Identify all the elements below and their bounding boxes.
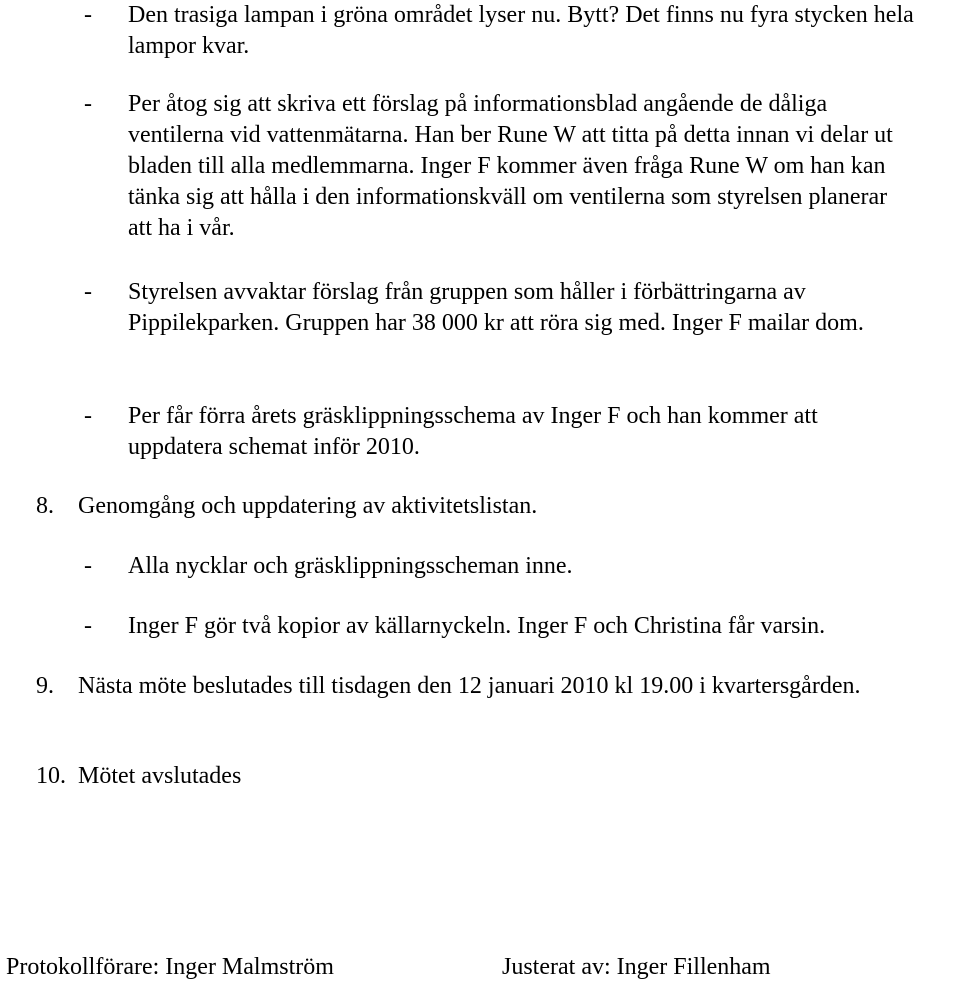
bullet-item-kopior [84,611,914,642]
agenda-item-8 [36,491,886,522]
footer-adjuster: Justerat av: Inger Fillenham [502,954,771,980]
item-number: 8. [36,493,54,519]
item-text: Mötet avslutades [78,763,242,789]
item-text: Genomgång och uppdatering av aktivitetslistan. [78,493,538,519]
bullet-dash: - [84,553,92,579]
bullet-text: Per åtog sig att skriva ett förslag på informationsblad angående de dåliga ventilerna vid vattenmätarna. Han ber Rune W att titta på detta innan vi delar ut bladen till alla medlemmarna. Inger F kommer även fråga Rune W om han kan tänka sig att hålla i den informationskväll om ventilerna som styrelsen planerar att ha i vår. [128,91,893,241]
bullet-text: Styrelsen avvaktar förslag från gruppen som håller i förbättringarna av Pippilekparken. Gruppen har 38 000 kr att röra sig med. Inger F mailar dom. [128,279,864,336]
bullet-item-ventiler [84,89,914,244]
bullet-text: Alla nycklar och gräsklippningsscheman inne. [128,553,573,579]
agenda-item-9 [36,671,886,702]
bullet-item-grasklippning [84,401,914,463]
bullet-dash: - [84,2,92,28]
bullet-item-nycklar [84,551,914,582]
item-text: Nästa möte beslutades till tisdagen den 12 januari 2010 kl 19.00 i kvartersgården. [78,673,861,699]
bullet-text: Den trasiga lampan i gröna området lyser nu. Bytt? Det finns nu fyra stycken hela lampor kvar. [128,2,914,59]
bullet-dash: - [84,613,92,639]
bullet-dash: - [84,403,92,429]
bullet-dash: - [84,91,92,117]
footer-secretary: Protokollförare: Inger Malmström [6,954,334,980]
agenda-item-10 [36,761,886,792]
bullet-item-lamp [84,0,914,62]
bullet-text: Inger F gör två kopior av källarnyckeln. Inger F och Christina får varsin. [128,613,826,639]
bullet-text: Per får förra årets gräsklippningsschema av Inger F och han kommer att uppdatera schemat inför 2010. [128,403,818,460]
bullet-item-pippilekparken [84,277,914,339]
bullet-dash: - [84,279,92,305]
item-number: 9. [36,673,54,699]
item-number: 10. [36,763,66,789]
